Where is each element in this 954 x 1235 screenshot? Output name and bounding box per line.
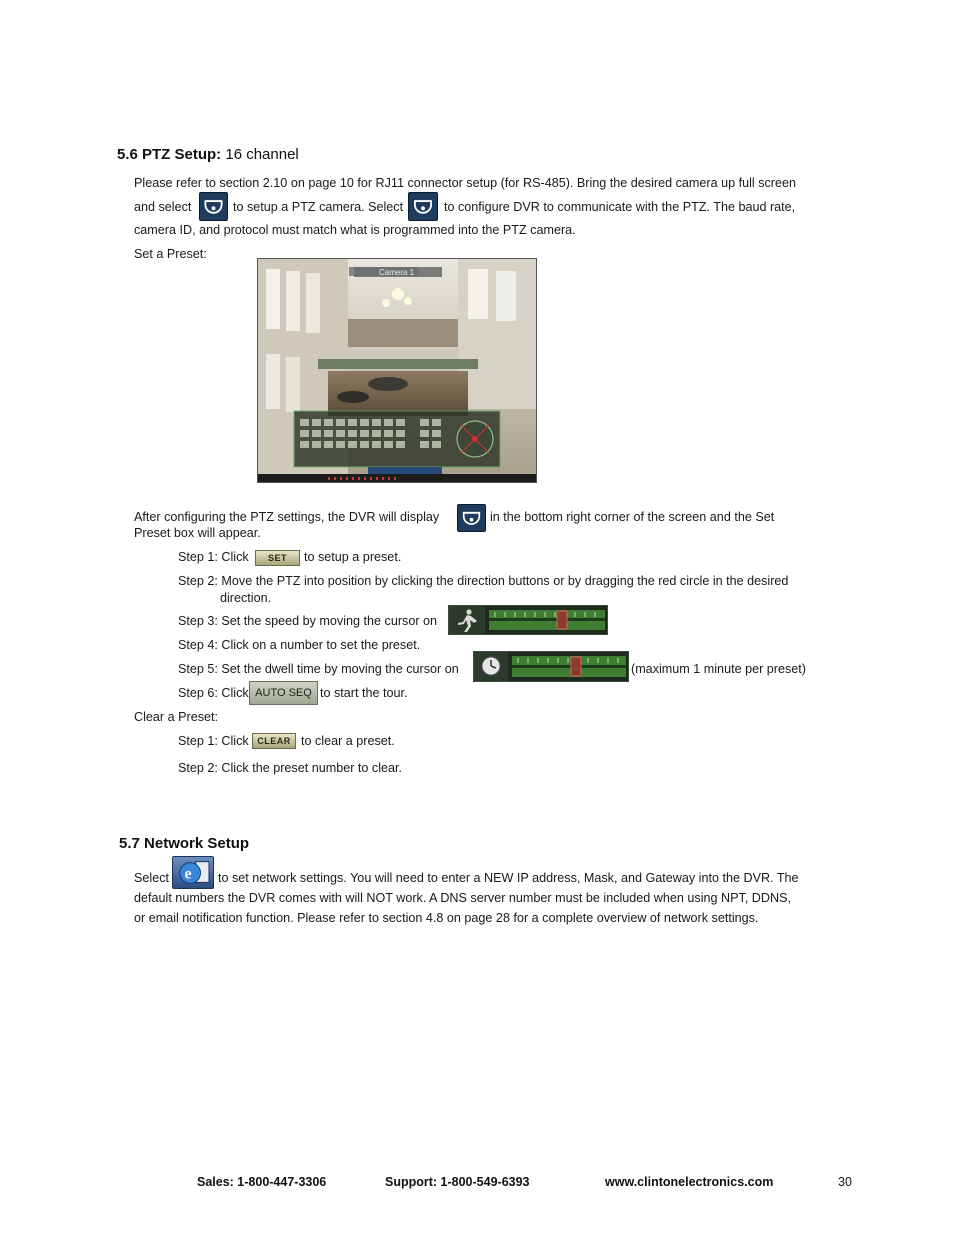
set-step-5-text: Step 5: Set the dwell time by moving the cursor on	[178, 662, 459, 676]
clock-icon	[482, 657, 500, 675]
speed-slider[interactable]	[448, 605, 608, 635]
set-step-4-text: Step 4: Click on a number to set the preset.	[178, 638, 421, 652]
intro-line-3: camera ID, and protocol must match what is programmed into the PTZ camera.	[134, 223, 576, 237]
auto-seq-button[interactable]: AUTO SEQ	[249, 681, 318, 705]
network-select-word: Select	[134, 871, 170, 885]
dwell-time-slider[interactable]	[473, 651, 629, 682]
footer-website[interactable]: www.clintonelectronics.com	[605, 1175, 774, 1189]
intro-mid: to setup a PTZ camera. Select	[233, 200, 404, 214]
network-globe-icon[interactable]	[172, 856, 214, 889]
after-config-line-a: After configuring the PTZ settings, the DVR will display	[134, 510, 440, 524]
footer-sales-phone: Sales: 1-800-447-3306	[197, 1175, 327, 1189]
network-line-1: to set network settings. You will need to enter a NEW IP address, Mask, and Gateway into the DVR. The	[218, 871, 799, 885]
after-config-line-b: in the bottom right corner of the screen and the Set	[490, 510, 775, 524]
set-step-1-text: Step 1: Click	[178, 550, 249, 564]
set-step-5-tail: (maximum 1 minute per preset)	[631, 662, 806, 676]
set-step-2-continuation: direction.	[220, 591, 272, 605]
dvr-camera-screenshot	[257, 258, 537, 483]
camera-label: Camera 1	[379, 268, 415, 277]
set-step-1-tail: to setup a preset.	[304, 550, 402, 564]
intro-and-select: and select	[134, 200, 192, 214]
after-config-line-c: Preset box will appear.	[134, 526, 261, 540]
svg-text:e: e	[184, 865, 192, 883]
set-preset-label: Set a Preset:	[134, 247, 207, 261]
clear-button[interactable]: CLEAR	[252, 733, 296, 749]
ptz-dome-camera-icon	[199, 192, 228, 221]
intro-line-1: Please refer to section 2.10 on page 10 for RJ11 connector setup (for RS-485). Bring the desired camera up full screen	[134, 176, 797, 190]
clear-preset-label: Clear a Preset:	[134, 710, 218, 724]
set-step-3-text: Step 3: Set the speed by moving the cursor on	[178, 614, 438, 628]
ptz-dome-camera-icon	[457, 504, 486, 532]
page-number: 30	[838, 1175, 852, 1189]
section-5-6-heading: 5.6 PTZ Setup: 16 channel	[117, 146, 299, 163]
clear-step-1-text: Step 1: Click	[178, 734, 249, 748]
clear-step-2-text: Step 2: Click the preset number to clear.	[178, 761, 402, 775]
ptz-dome-camera-icon	[408, 192, 438, 221]
clear-step-1-tail: to clear a preset.	[301, 734, 395, 748]
network-line-3: or email notification function. Please refer to section 4.8 on page 28 for a complete overview of network settings.	[134, 911, 759, 925]
network-line-2: default numbers the DVR comes with will NOT work. A DNS server number must be included when using NPT, DDNS,	[134, 891, 791, 905]
set-button[interactable]: SET	[255, 550, 300, 566]
footer-support-phone: Support: 1-800-549-6393	[385, 1175, 530, 1189]
section-5-7-heading: 5.7 Network Setup	[119, 835, 250, 852]
intro-tail: to configure DVR to communicate with the PTZ. The baud rate,	[444, 200, 796, 214]
set-step-2-text: Step 2: Move the PTZ into position by clicking the direction buttons or by dragging the red circle in the desired	[178, 574, 789, 588]
set-step-6-tail: to start the tour.	[320, 686, 408, 700]
set-step-6-text: Step 6: Click	[178, 686, 249, 700]
